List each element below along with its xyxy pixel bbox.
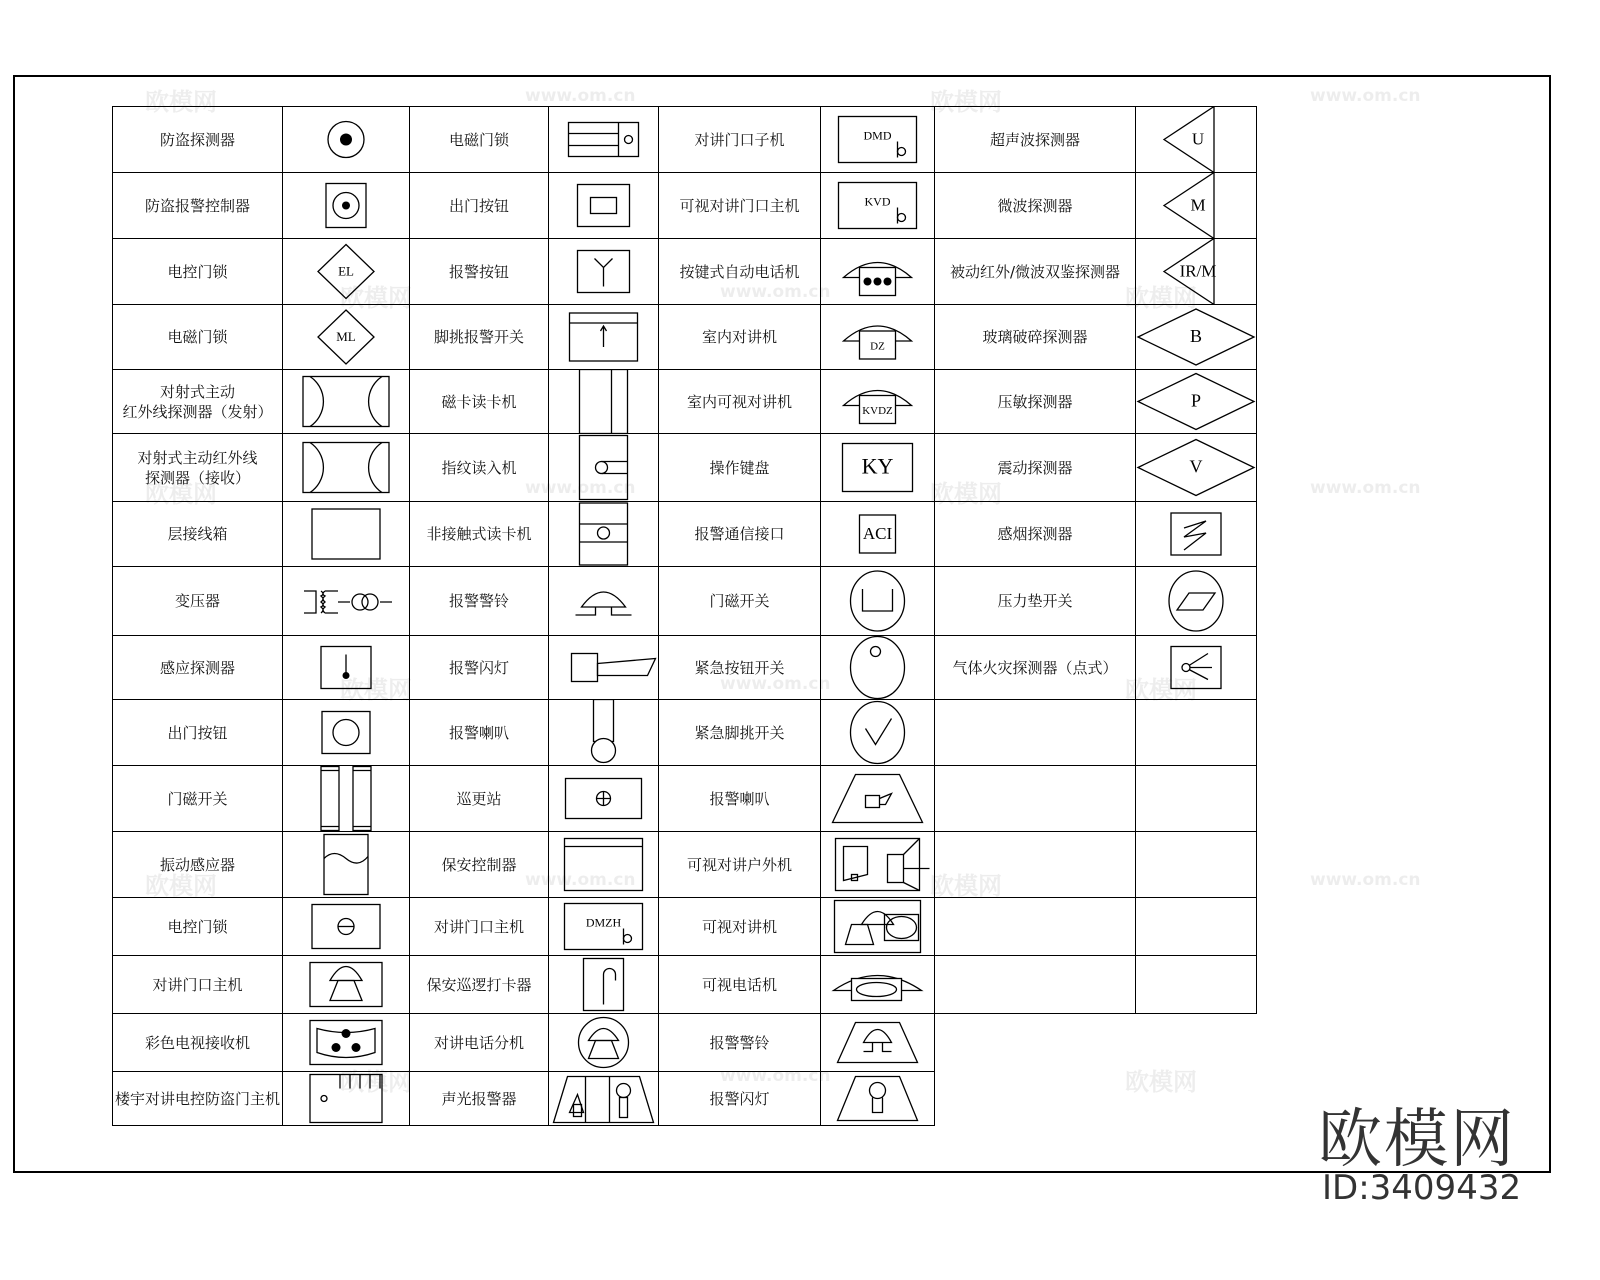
irbox-symbol-icon [283, 370, 409, 433]
watermark-logo: 欧模网 [340, 284, 412, 312]
watermark-url: www.om.cn [1310, 478, 1421, 498]
watermark-logo: 欧模网 [145, 480, 217, 508]
legend-row [113, 636, 1257, 700]
symbol-label: 对讲门口主机 [410, 898, 549, 956]
symbol-code: EL [338, 263, 354, 279]
symbol-label: 电磁门锁 [410, 107, 549, 173]
symbol-label: 报警闪灯 [659, 1072, 821, 1126]
symbol-label: 室内对讲机 [659, 305, 821, 370]
symbol-cell [821, 956, 935, 1014]
symbol-cell [821, 832, 935, 898]
symbol-cell [549, 1014, 659, 1072]
watermark-url: www.om.cn [720, 674, 831, 694]
legend-row [113, 502, 1257, 567]
finger-symbol-icon [549, 434, 658, 501]
symbol-cell [549, 956, 659, 1014]
symbol-label: 变压器 [113, 567, 283, 636]
flash-symbol-icon [549, 636, 658, 699]
plainrect-symbol-icon [283, 502, 409, 566]
symbol-cell [821, 173, 935, 239]
ybtn-symbol-icon [549, 239, 658, 304]
symbol-cell [549, 502, 659, 567]
watermark-url: www.om.cn [1310, 86, 1421, 106]
symbol-label: 巡更站 [410, 766, 549, 832]
symbol-cell [1136, 239, 1257, 305]
watermark-url: www.om.cn [525, 478, 636, 498]
hook-symbol-icon [549, 956, 658, 1013]
symbol-cell [549, 107, 659, 173]
symbol-label: 对讲电话分机 [410, 1014, 549, 1072]
legend-row [113, 1014, 1257, 1072]
symbol-cell [283, 766, 410, 832]
bars-symbol-icon [283, 766, 409, 831]
soundlight-symbol-icon [549, 1072, 658, 1125]
symbol-cell [549, 305, 659, 370]
symbol-label: 门磁开关 [113, 766, 283, 832]
symbol-cell [821, 898, 935, 956]
circu-symbol-icon [821, 567, 934, 635]
maglock-symbol-icon [549, 107, 658, 172]
watermark-url: www.om.cn [525, 870, 636, 890]
symbol-label: 报警闪灯 [410, 636, 549, 700]
symbol-label: 报警警铃 [659, 1014, 821, 1072]
ky-symbol-icon [821, 434, 934, 501]
symbol-label: 磁卡读卡机 [410, 370, 549, 434]
symbol-label [935, 832, 1136, 898]
boxtext-symbol-icon [549, 898, 658, 955]
watermark-logo: 欧模网 [145, 88, 217, 116]
symbol-cell [283, 956, 410, 1014]
magcard-symbol-icon [549, 370, 658, 433]
symbol-label: 微波探测器 [935, 173, 1136, 239]
watermark-logo: 欧模网 [340, 676, 412, 704]
transformer-symbol-icon [283, 567, 409, 635]
symbol-cell [1136, 107, 1257, 173]
wdia-symbol-icon [1136, 370, 1256, 433]
symbol-label: 出门按钮 [410, 173, 549, 239]
symbol-code: KY [861, 453, 894, 479]
symbol-label [935, 766, 1136, 832]
legend-row [113, 700, 1257, 766]
symbol-cell [1136, 434, 1257, 502]
symbol-cell [549, 766, 659, 832]
symbol-label: 压力垫开关 [935, 567, 1136, 636]
symbol-label: 按键式自动电话机 [659, 239, 821, 305]
symbol-label: 楼宇对讲电控防盗门主机 [113, 1072, 283, 1126]
building-symbol-icon [283, 1072, 409, 1125]
secctl-symbol-icon [549, 832, 658, 897]
circphone-symbol-icon [549, 1014, 658, 1071]
symbol-cell [1136, 502, 1257, 567]
symbol-legend-table [112, 106, 1257, 1126]
watermark-logo: 欧模网 [1125, 284, 1197, 312]
symbol-cell [1136, 567, 1257, 636]
symbol-cell [549, 700, 659, 766]
symbol-cell [1136, 305, 1257, 370]
circdot-symbol-icon [283, 107, 409, 172]
symbol-cell [821, 370, 935, 434]
symbol-label: 可视对讲户外机 [659, 832, 821, 898]
symbol-cell [549, 173, 659, 239]
symbol-cell [283, 434, 410, 502]
symbol-label: 对讲门口子机 [659, 107, 821, 173]
symbol-label: 被动红外/微波双鉴探测器 [935, 239, 1136, 305]
symbol-label [935, 956, 1136, 1014]
symbol-cell [283, 370, 410, 434]
symbol-cell [821, 305, 935, 370]
symbol-code: KVD [864, 194, 891, 209]
symbol-code: B [1189, 326, 1203, 347]
symbol-label: 震动探测器 [935, 434, 1136, 502]
trapspk-symbol-icon [821, 766, 934, 831]
symbol-label: 报警警铃 [410, 567, 549, 636]
symbol-cell [1136, 766, 1257, 832]
symbol-label: 报警喇叭 [410, 700, 549, 766]
symbol-label [935, 898, 1136, 956]
symbol-cell [1136, 700, 1257, 766]
symbol-label: 防盗探测器 [113, 107, 283, 173]
empty-cell [1136, 1014, 1257, 1072]
symbol-code: ML [336, 328, 356, 344]
symbol-label: 可视电话机 [659, 956, 821, 1014]
symbol-label: 防盗报警控制器 [113, 173, 283, 239]
symbol-label: 可视对讲门口主机 [659, 173, 821, 239]
watermark-url: www.om.cn [720, 282, 831, 302]
tri-symbol-icon [1136, 173, 1256, 238]
symbol-label: 对讲门口主机 [113, 956, 283, 1014]
symbol-cell [821, 1072, 935, 1126]
symbol-cell [1136, 370, 1257, 434]
brand-logo-text: 欧模网 [1318, 1103, 1516, 1177]
empty-cell [935, 1072, 1136, 1126]
symbol-cell [549, 832, 659, 898]
watermark-url: www.om.cn [720, 1066, 831, 1086]
circsmall-symbol-icon [821, 636, 934, 699]
symbol-cell [549, 636, 659, 700]
symbol-cell [283, 107, 410, 173]
tri-symbol-icon [1136, 107, 1256, 172]
symbol-label: 层接线箱 [113, 502, 283, 567]
legend-row [113, 239, 1257, 305]
symbol-code: P [1190, 390, 1202, 411]
symbol-cell [283, 636, 410, 700]
symbol-label [935, 700, 1136, 766]
symbol-label: 压敏探测器 [935, 370, 1136, 434]
legend-row [113, 898, 1257, 956]
symbol-cell [821, 636, 935, 700]
symbol-cell [549, 239, 659, 305]
symbol-cell [283, 173, 410, 239]
watermark-url: www.om.cn [525, 86, 636, 106]
cross-symbol-icon [549, 766, 658, 831]
legend-row [113, 832, 1257, 898]
dia-symbol-icon [283, 239, 409, 304]
wdia-symbol-icon [1136, 305, 1256, 369]
symbol-cell [283, 898, 410, 956]
symbol-label: 操作键盘 [659, 434, 821, 502]
symbol-label: 玻璃破碎探测器 [935, 305, 1136, 370]
phonetext-symbol-icon [821, 305, 934, 369]
legend-row [113, 567, 1257, 636]
watermark-logo: 欧模网 [930, 872, 1002, 900]
symbol-code: KVDZ [862, 405, 893, 418]
tv-symbol-icon [283, 1014, 409, 1071]
symbol-cell [283, 832, 410, 898]
hornv-symbol-icon [549, 700, 658, 765]
symbol-code: M [1190, 195, 1206, 215]
boxtext-symbol-icon [821, 173, 934, 238]
symbol-cell [283, 700, 410, 766]
symbol-cell [821, 700, 935, 766]
circminus-symbol-icon [283, 898, 409, 955]
legend-row [113, 1072, 1257, 1126]
symbol-label: 出门按钮 [113, 700, 283, 766]
symbol-cell [821, 567, 935, 636]
boxtext-symbol-icon [821, 107, 934, 172]
symbol-label: 保安巡逻打卡器 [410, 956, 549, 1014]
symbol-cell [821, 434, 935, 502]
symbol-label: 门磁开关 [659, 567, 821, 636]
doorphone-symbol-icon [283, 956, 409, 1013]
watermark-logo: 欧模网 [930, 88, 1002, 116]
symbol-label: 对射式主动 红外线探测器（发射） [113, 370, 283, 434]
symbol-label: 报警喇叭 [659, 766, 821, 832]
symbol-cell [283, 305, 410, 370]
legend-row [113, 305, 1257, 370]
symbol-cell [283, 1014, 410, 1072]
symbol-label: 对射式主动红外线 探测器（接收） [113, 434, 283, 502]
sqcirc-symbol-icon [283, 700, 409, 765]
symbol-label: 电磁门锁 [113, 305, 283, 370]
radiate-symbol-icon [1136, 636, 1256, 699]
phonedots-symbol-icon [821, 239, 934, 304]
watermark-logo: 欧模网 [1125, 676, 1197, 704]
symbol-cell [549, 898, 659, 956]
symbol-label: 报警通信接口 [659, 502, 821, 567]
vphone-symbol-icon [821, 956, 934, 1013]
bell-symbol-icon [549, 567, 658, 635]
aci-symbol-icon [821, 502, 934, 566]
symbol-label: 报警按钮 [410, 239, 549, 305]
symbol-code: V [1189, 456, 1203, 477]
empty-cell [1136, 1072, 1257, 1126]
symbol-code: DMZH [585, 915, 622, 930]
watermark-logo: 欧模网 [1125, 1068, 1197, 1096]
footsw-symbol-icon [549, 305, 658, 369]
legend-row [113, 107, 1257, 173]
watermark-logo: 欧模网 [340, 1068, 412, 1096]
legend-row [113, 956, 1257, 1014]
symbol-cell [283, 567, 410, 636]
trapbell-symbol-icon [821, 1014, 934, 1071]
watermark-url: www.om.cn [1310, 870, 1421, 890]
symbol-label: 脚挑报警开关 [410, 305, 549, 370]
symbol-cell [821, 239, 935, 305]
symbol-label: 室内可视对讲机 [659, 370, 821, 434]
empty-cell [935, 1014, 1136, 1072]
legend-row [113, 434, 1257, 502]
watermark-logo: 欧模网 [145, 872, 217, 900]
symbol-label: 紧急脚挑开关 [659, 700, 821, 766]
symbol-cell [549, 567, 659, 636]
symbol-cell [821, 107, 935, 173]
tri-symbol-icon [1136, 239, 1256, 304]
symbol-label: 电控门锁 [113, 239, 283, 305]
brand-id: ID:3409432 [1322, 1168, 1522, 1208]
watermark-logo: 欧模网 [930, 480, 1002, 508]
symbol-cell [821, 1014, 935, 1072]
symbol-cell [1136, 956, 1257, 1014]
symbol-cell [1136, 832, 1257, 898]
symbol-cell [1136, 898, 1257, 956]
exitbtn-symbol-icon [549, 173, 658, 238]
traplamp-symbol-icon [821, 1072, 934, 1125]
symbol-code: ACI [862, 523, 893, 543]
symbol-label: 非接触式读卡机 [410, 502, 549, 567]
pendulum-symbol-icon [283, 636, 409, 699]
symbol-label: 振动感应器 [113, 832, 283, 898]
circpar-symbol-icon [1136, 567, 1256, 635]
symbol-cell [283, 1072, 410, 1126]
dia-symbol-icon [283, 305, 409, 369]
symbol-cell [821, 502, 935, 567]
symbol-label: 声光报警器 [410, 1072, 549, 1126]
phonetext-symbol-icon [821, 370, 934, 433]
symbol-label: 超声波探测器 [935, 107, 1136, 173]
circcheck-symbol-icon [821, 700, 934, 765]
legend-row [113, 766, 1257, 832]
symbol-cell [1136, 636, 1257, 700]
symbol-label: 紧急按钮开关 [659, 636, 821, 700]
wave-symbol-icon [283, 832, 409, 897]
symbol-code: DZ [870, 340, 885, 353]
symbol-cell [283, 502, 410, 567]
symbol-code: IR/M [1179, 261, 1217, 281]
symbol-label: 保安控制器 [410, 832, 549, 898]
viphone-symbol-icon [821, 898, 934, 955]
symbol-label: 感烟探测器 [935, 502, 1136, 567]
smoke-symbol-icon [1136, 502, 1256, 566]
symbol-label: 彩色电视接收机 [113, 1014, 283, 1072]
symbol-code: DMD [863, 128, 892, 143]
symbol-label: 气体火灾探测器（点式） [935, 636, 1136, 700]
noncontact-symbol-icon [549, 502, 658, 566]
symbol-code: U [1191, 129, 1205, 149]
symbol-label: 感应探测器 [113, 636, 283, 700]
symbol-cell [1136, 173, 1257, 239]
symbol-label: 指纹读入机 [410, 434, 549, 502]
outdoor-symbol-icon [821, 832, 934, 897]
symbol-cell [549, 1072, 659, 1126]
wdia-symbol-icon [1136, 434, 1256, 501]
symbol-label: 可视对讲机 [659, 898, 821, 956]
irbox-symbol-icon [283, 434, 409, 501]
symbol-cell [821, 766, 935, 832]
symbol-label: 电控门锁 [113, 898, 283, 956]
legend-row [113, 173, 1257, 239]
symbol-cell [549, 370, 659, 434]
legend-row [113, 370, 1257, 434]
sqcircdot-symbol-icon [283, 173, 409, 238]
symbol-cell [283, 239, 410, 305]
symbol-cell [549, 434, 659, 502]
